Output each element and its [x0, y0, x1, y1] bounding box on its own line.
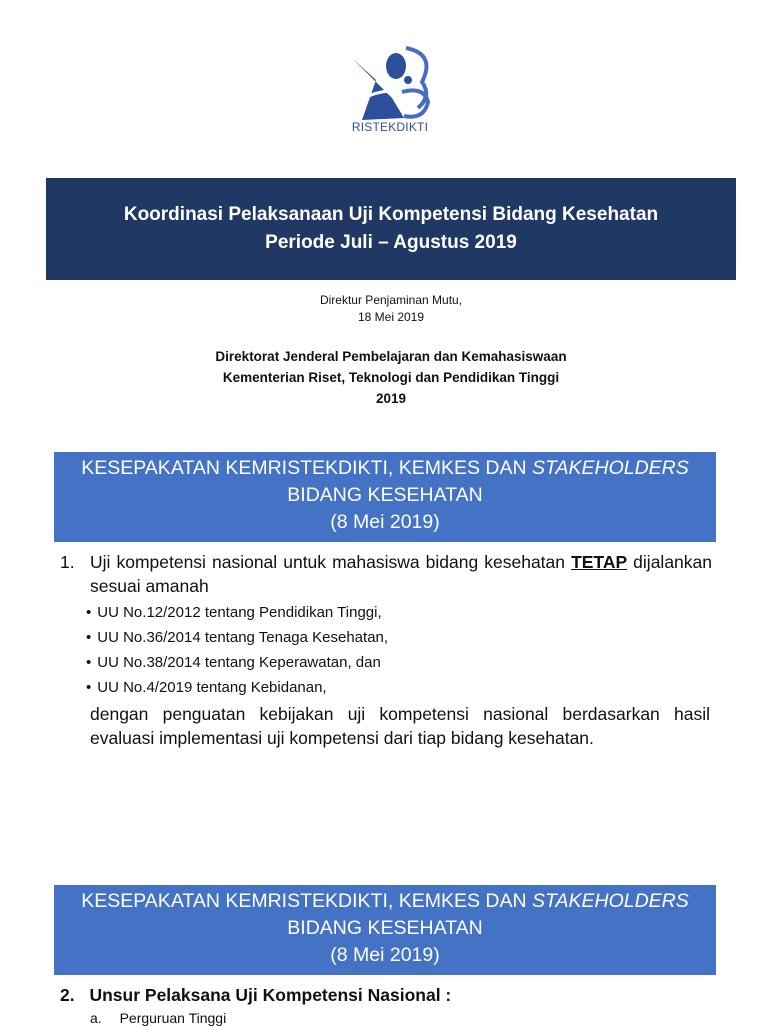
- list-item-1-text: [90, 550, 712, 598]
- law-bullet-item: • UU No.36/2014 tentang Tenaga Kesehatan,: [86, 625, 388, 650]
- list-item-1-number: 1.: [60, 552, 75, 572]
- logo-text: RISTEKDIKTI: [351, 120, 429, 134]
- section-1-banner-line-1: [54, 455, 716, 482]
- section-1-banner: [54, 452, 716, 542]
- list-item-2-sub-text: Perguruan Tinggi: [119, 1010, 227, 1026]
- list-item-2-text: Unsur Pelaksana Uji Kompetensi Nasional :: [89, 985, 452, 1005]
- list-item-1-text-after: dijalankan sesuai amanah: [90, 552, 712, 596]
- institution-line-1: Direktorat Jenderal Pembelajaran dan Kemahasiswaan: [215, 349, 567, 364]
- institution-line-3: 2019: [375, 391, 407, 406]
- law-bullet-list: [86, 600, 388, 700]
- law-bullet-item: • UU No.38/2014 tentang Keperawatan, dan: [86, 650, 388, 675]
- section-2-banner-line-1: [54, 888, 716, 915]
- list-item-1: [60, 550, 712, 598]
- title-line-1: Koordinasi Pelaksanaan Uji Kompetensi Bidang Kesehatan: [123, 204, 659, 225]
- institution-line-2: Kementerian Riset, Teknologi dan Pendidikan Tinggi: [222, 370, 560, 385]
- banner-line-1-prefix: KESEPAKATAN KEMRISTEKDIKTI, KEMKES DAN: [81, 890, 532, 912]
- list-item-1-emphasis: TETAP: [571, 552, 628, 572]
- list-item-1-continuation: dengan penguatan kebijakan uji kompetensi nasional berdasarkan hasil evaluasi implementasi uji kompetensi dari tiap bidang kesehatan.: [90, 704, 710, 748]
- section-1-banner-line-3: (8 Mei 2019): [330, 511, 440, 533]
- law-bullet-item: • UU No.12/2012 tentang Pendidikan Tinggi,: [86, 600, 388, 625]
- banner-line-1-prefix: KESEPAKATAN KEMRISTEKDIKTI, KEMKES DAN: [81, 457, 532, 479]
- subtitle-line-1: Direktur Penjaminan Mutu,: [319, 293, 463, 307]
- section-2-banner-line-2: BIDANG KESEHATAN: [287, 917, 483, 939]
- list-item-2-number: 2.: [60, 985, 75, 1005]
- section-2-banner: [54, 885, 716, 975]
- title-banner: [46, 178, 736, 280]
- subtitle: [46, 292, 736, 326]
- banner-line-1-italic: STAKEHOLDERS: [532, 457, 689, 479]
- section-1-banner-line-2: BIDANG KESEHATAN: [287, 484, 483, 506]
- banner-line-1-italic: STAKEHOLDERS: [532, 890, 689, 912]
- list-item-2-sub-marker: a.: [90, 1010, 102, 1026]
- list-item-1-text-before: Uji kompetensi nasional untuk mahasiswa bidang kesehatan: [90, 552, 572, 572]
- title-line-2: Periode Juli – Agustus 2019: [265, 232, 517, 253]
- list-item-2: [60, 983, 451, 1007]
- subtitle-line-2: 18 Mei 2019: [357, 310, 425, 324]
- law-bullet-item: • UU No.4/2019 tentang Kebidanan,: [86, 675, 388, 700]
- institution: [46, 346, 736, 409]
- section-2-banner-line-3: (8 Mei 2019): [330, 944, 440, 966]
